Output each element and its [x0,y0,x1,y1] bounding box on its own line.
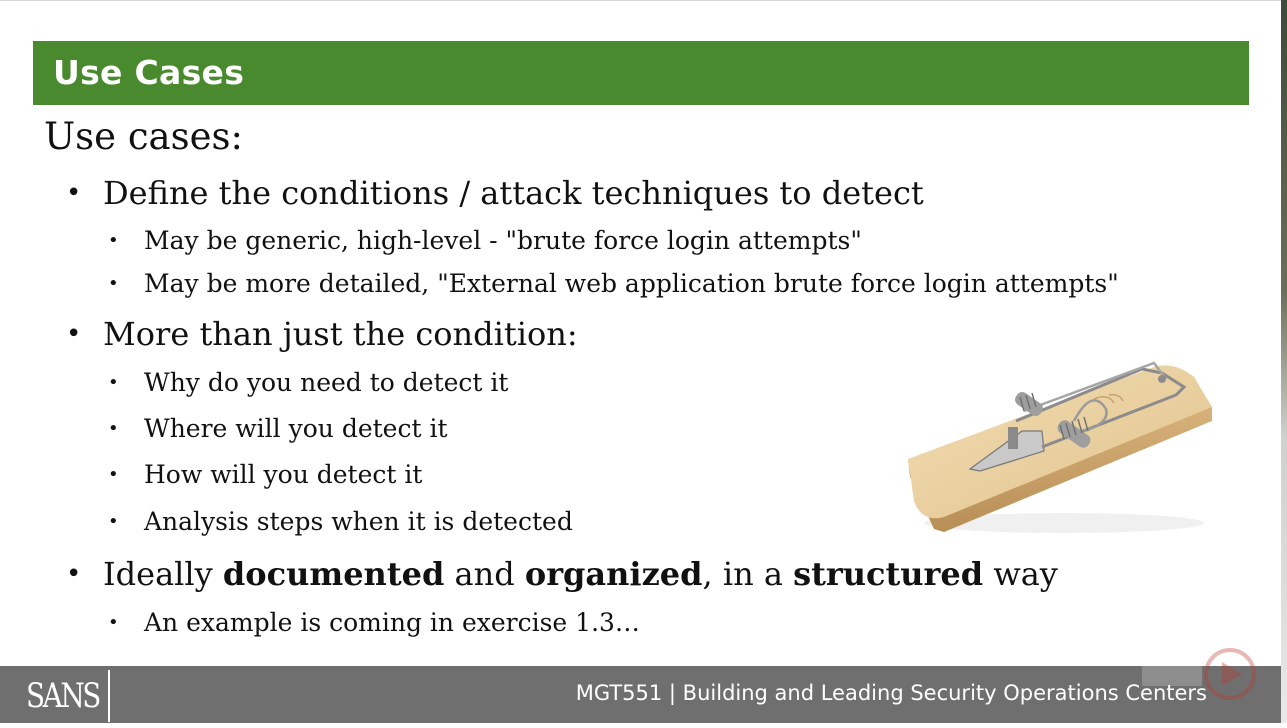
title-bar [33,41,1249,105]
bullet-marker: • [108,464,119,485]
window-edge-strip [1281,0,1287,727]
bullet-marker: • [66,319,82,349]
bullet-text: Analysis steps when it is detected [144,507,573,536]
emphasis-documented: documented [222,555,445,593]
bullet-text: An example is coming in exercise 1.3… [144,608,640,637]
play-watermark-icon [1138,646,1258,706]
bullet-level2 [108,414,448,443]
bullet-text: May be more detailed, "External web application brute force login attempts" [144,269,1119,298]
bullet-marker: • [108,612,119,633]
emphasis-structured: structured [793,555,984,593]
bullet-level1 [66,174,924,212]
bullet-marker: • [108,273,119,294]
bullet-level1 [66,315,578,353]
bullet-text: Where will you detect it [144,414,448,443]
bullet-marker: • [108,230,119,251]
bullet-text: Define the conditions / attack techniques to detect [103,174,924,212]
mousetrap-image [904,351,1216,535]
content-heading: Use cases: [44,115,243,158]
bullet-marker: • [66,178,82,208]
slide-title: Use Cases [53,53,245,92]
bullet-level2 [108,507,573,536]
bullet-level1 [66,555,1058,593]
bullet-text: How will you detect it [144,460,423,489]
bullet-marker: • [108,418,119,439]
footer-bar [0,666,1281,724]
bullet-level2 [108,226,862,255]
bullet-level2 [108,460,422,489]
bullet-marker: • [108,372,119,393]
bullet-text: Why do you need to detect it [144,368,509,397]
bullet-level2 [108,608,640,637]
bullet-level2 [108,269,1119,298]
emphasis-organized: organized [524,555,703,593]
bullet-text: May be generic, high-level - "brute force login attempts" [144,226,862,255]
sans-logo: SANS [26,676,99,716]
bullet-text: More than just the condition: [103,315,578,353]
bullet-marker: • [66,559,82,589]
bullet-text-plain: and [444,555,525,593]
bullet-text-plain: , in a [702,555,794,593]
bullet-text-plain: way [983,555,1058,593]
bullet-level2 [108,368,508,397]
footer-divider [108,670,110,722]
bullet-text-plain: Ideally [103,555,223,593]
bottom-edge [0,723,1287,727]
bullet-marker: • [108,511,119,532]
course-title: MGT551 | Building and Leading Security Operations Centers [575,681,1207,705]
